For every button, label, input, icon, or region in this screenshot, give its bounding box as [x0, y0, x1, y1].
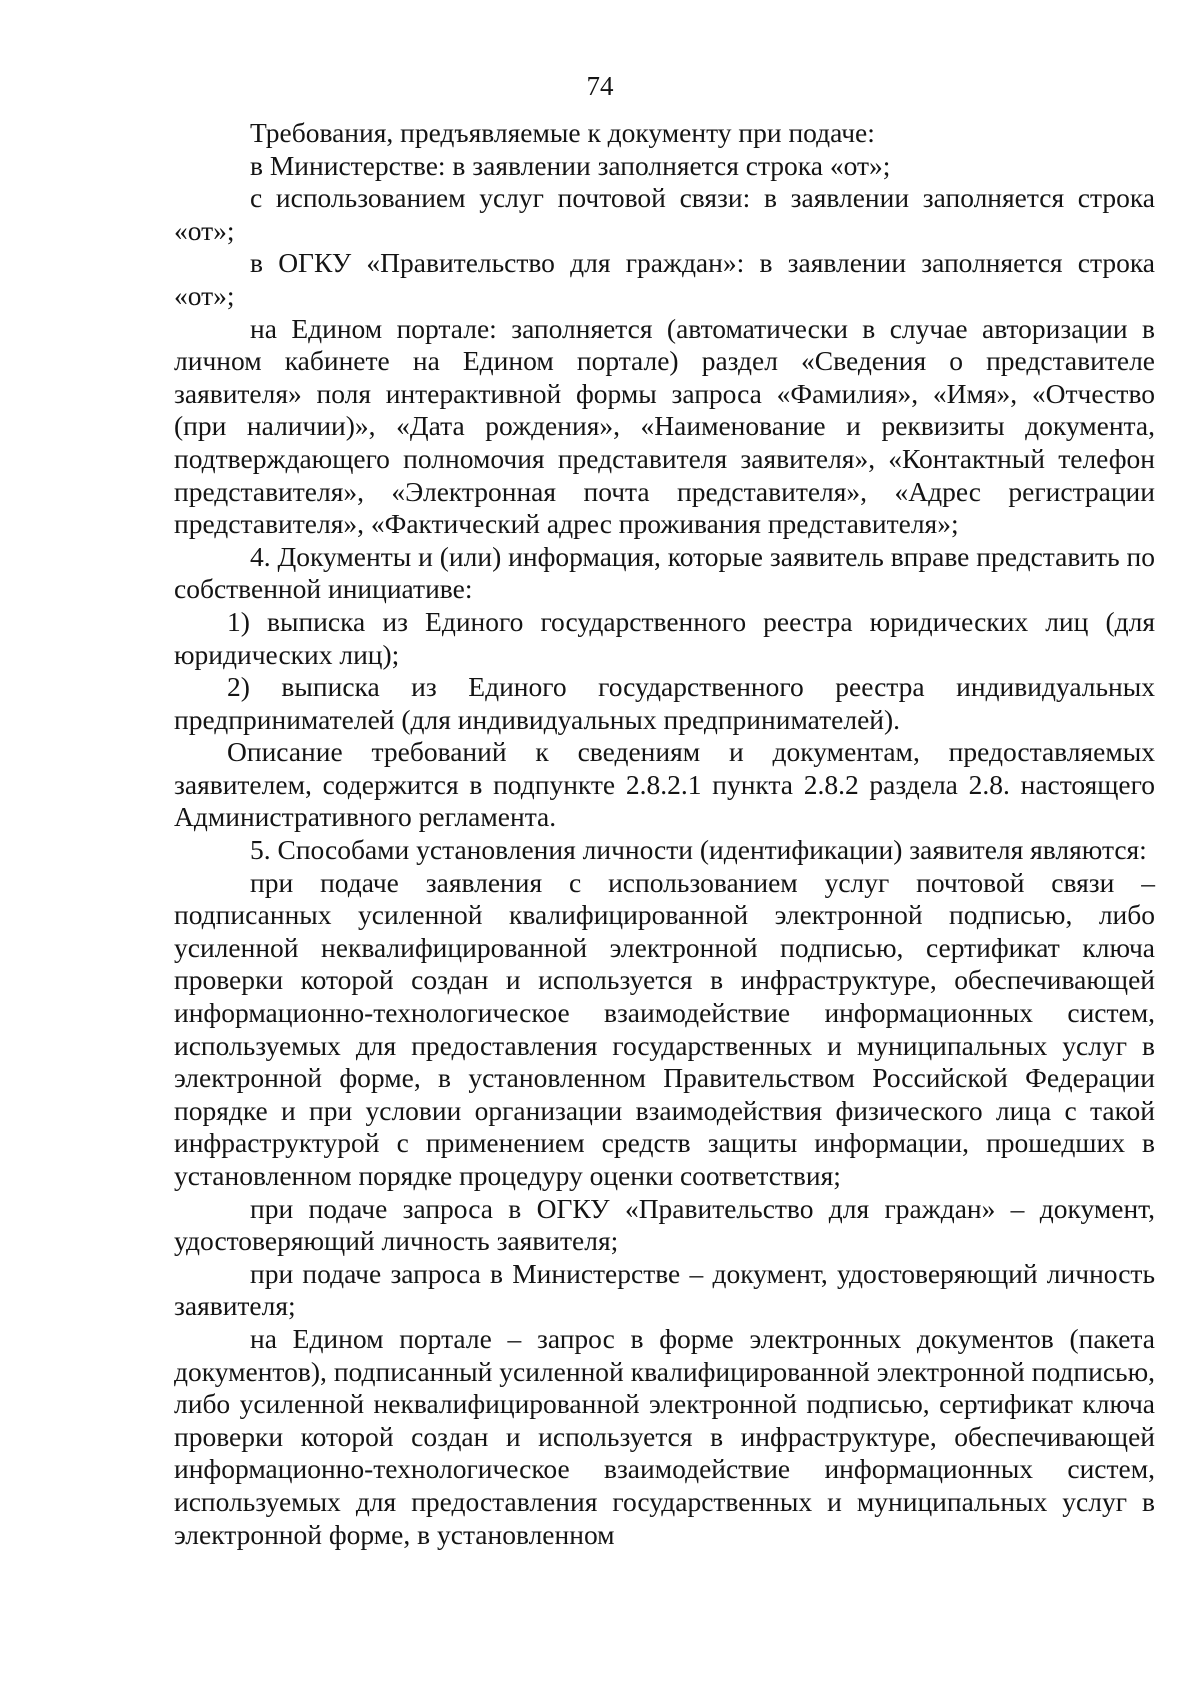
paragraph-subitem-2: 2) выписка из Единого государственного реестра индивидуальных предпринимателей (для индивидуальных предпринимателей).: [174, 671, 1155, 735]
paragraph-item-5: 5. Способами установления личности (идентификации) заявителя являются:: [250, 834, 1147, 866]
paragraph-portal-identification: на Едином портале – запрос в форме электронных документов (пакета документов), подписанный усиленной квалифицированной электронной подписью, либо усиленной неквалифицированной электронной подписью, сертификат ключа проверки которой создан и используется в инфраструктуре, обеспечивающей информационно-технологическое взаимодействие информационных систем, используемых для предоставления государственных и муниципальных услуг в электронной форме, в установленном: [174, 1322, 1155, 1550]
paragraph-requirements-heading: Требования, предъявляемые к документу при подаче:: [250, 117, 875, 148]
paragraph-subitem-1: 1) выписка из Единого государственного реестра юридических лиц (для юридических лиц);: [174, 605, 1155, 670]
paragraph-ogku: в ОГКУ «Правительство для граждан»: в заявлении заполняется строка «от»;: [174, 247, 1155, 311]
page-number: 74: [586, 71, 614, 101]
paragraph-unified-portal: на Едином портале: заполняется (автоматически в случае авторизации в личном кабинете на Едином портале) раздел «Сведения о представителе заявителя» поля интерактивной формы запроса «Фамилия», «Имя», «Отчество (при наличии)», «Дата рождения», «Наименование и реквизиты документа, подтверждающего полномочия представителя заявителя», «Контактный телефон представителя», «Электронная почта представителя», «Адрес регистрации представителя», «Фактический адрес проживания представителя»;: [174, 312, 1155, 540]
paragraph-ogku-identification: при подаче запроса в ОГКУ «Правительство для граждан» – документ, удостоверяющий личность заявителя;: [174, 1192, 1155, 1257]
paragraph-item-4: 4. Документы и (или) информация, которые заявитель вправе представить по собственной инициативе:: [174, 540, 1155, 605]
paragraph-postal: с использованием услуг почтовой связи: в заявлении заполняется строка «от»;: [174, 182, 1155, 246]
paragraph-ministry-identification: при подаче запроса в Министерстве – документ, удостоверяющий личность заявителя;: [174, 1257, 1155, 1322]
paragraph-ministry: в Министерстве: в заявлении заполняется строка «от»;: [250, 149, 891, 181]
paragraph-description: Описание требований к сведениям и документам, предоставляемых заявителем, содержится в подпункте 2.8.2.1 пункта 2.8.2 раздела 2.8. настоящего Административного регламента.: [174, 736, 1155, 833]
paragraph-postal-identification: при подаче заявления с использованием услуг почтовой связи – подписанных усиленной квалифицированной электронной подписью, либо усиленной неквалифицированной электронной подписью, сертификат ключа проверки которой создан и используется в инфраструктуре, обеспечивающей информационно-технологическое взаимодействие информационных систем, используемых для предоставления государственных и муниципальных услуг в электронной форме, в установленном Правительством Российской Федерации порядке и при условии организации взаимодействия физического лица с такой инфраструктурой с применением средств защиты информации, прошедших в установленном порядке процедуру оценки соответствия;: [174, 866, 1155, 1191]
document-body: [174, 117, 1155, 1551]
